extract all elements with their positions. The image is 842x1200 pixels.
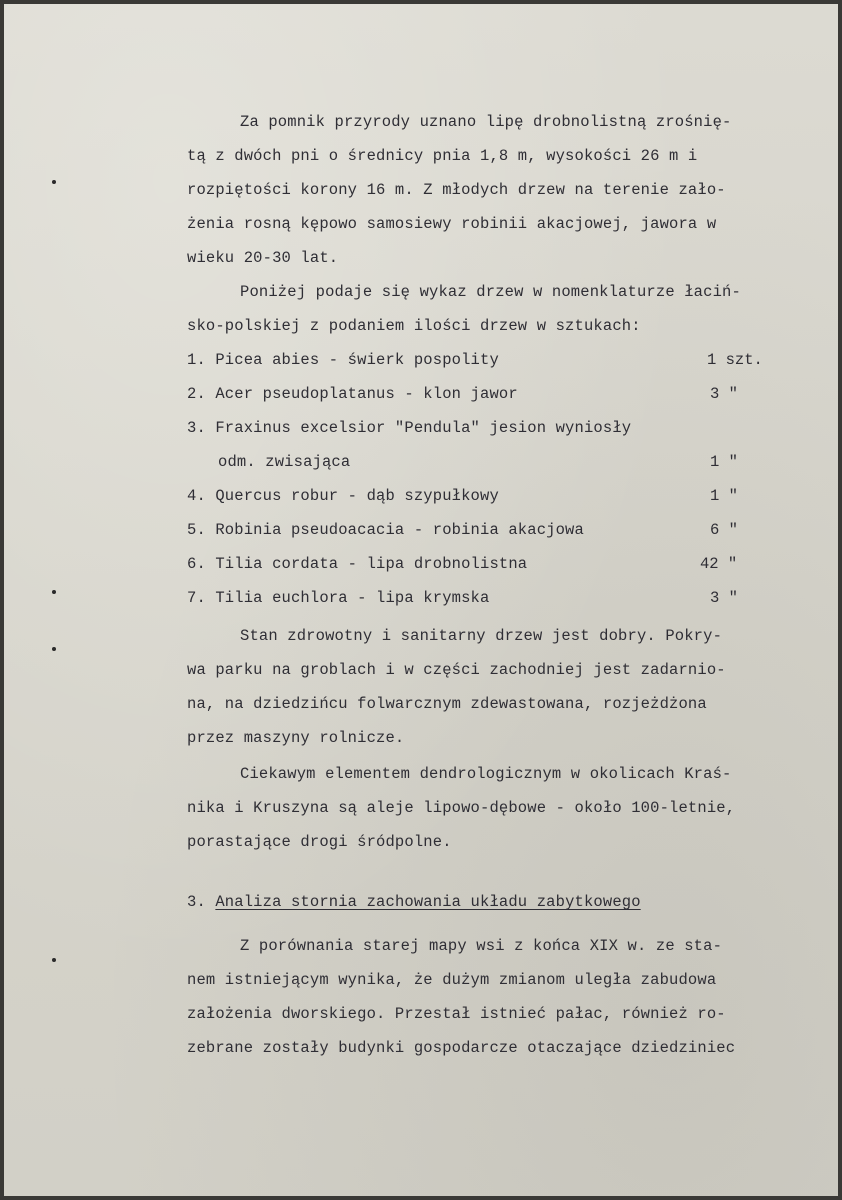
tree-list-item: 4. Quercus robur - dąb szypułkowy [187, 487, 499, 505]
tree-quantity: 42 " [700, 555, 738, 573]
tree-quantity: 1 " [710, 487, 738, 505]
tree-quantity: 3 " [710, 385, 738, 403]
tree-quantity: 3 " [710, 589, 738, 607]
paragraph-line: Stan zdrowotny i sanitarny drzew jest dobry. Pokry- [240, 627, 723, 645]
paragraph-line: Z porównania starej mapy wsi z końca XIX w. ze sta- [240, 937, 723, 955]
tree-quantity: 6 " [710, 521, 738, 539]
paragraph-line: porastające drogi śródpolne. [187, 833, 452, 851]
paragraph-line: Poniżej podaje się wykaz drzew w nomenklaturze łaciń- [240, 283, 741, 301]
paragraph-line: założenia dworskiego. Przestał istnieć pałac, również ro- [187, 1005, 726, 1023]
punch-mark [52, 180, 56, 184]
paragraph-line: żenia rosną kępowo samosiewy robinii akacjowej, jawora w [187, 215, 717, 233]
tree-list-item: 3. Fraxinus excelsior "Pendula" jesion wyniosły [187, 419, 632, 437]
paragraph-line: nika i Kruszyna są aleje lipowo-dębowe - około 100-letnie, [187, 799, 736, 817]
punch-mark [52, 590, 56, 594]
paragraph-line: wa parku na groblach i w części zachodniej jest zadarnio- [187, 661, 726, 679]
section-number: 3. [187, 893, 206, 911]
paragraph-line: sko-polskiej z podaniem ilości drzew w sztukach: [187, 317, 641, 335]
paragraph-line: zebrane zostały budynki gospodarcze otaczające dziedziniec [187, 1039, 736, 1057]
paragraph-line: Za pomnik przyrody uznano lipę drobnolistną zrośnię- [240, 113, 732, 131]
punch-mark [52, 958, 56, 962]
tree-quantity: 1 " [710, 453, 738, 471]
tree-quantity: 1 szt. [707, 351, 763, 369]
paragraph-line: przez maszyny rolnicze. [187, 729, 405, 747]
tree-list-item: odm. zwisająca [218, 453, 351, 471]
section-title: Analiza stornia zachowania układu zabytkowego [215, 893, 641, 911]
paragraph-line: na, na dziedzińcu folwarcznym zdewastowana, rozjeżdżona [187, 695, 707, 713]
paragraph-line: Ciekawym elementem dendrologicznym w okolicach Kraś- [240, 765, 732, 783]
tree-list-item: 6. Tilia cordata - lipa drobnolistna [187, 555, 528, 573]
tree-list-item: 7. Tilia euchlora - lipa krymska [187, 589, 490, 607]
paragraph-line: wieku 20-30 lat. [187, 249, 339, 267]
section-heading [187, 892, 641, 912]
paragraph-line: rozpiętości korony 16 m. Z młodych drzew na terenie zało- [187, 181, 726, 199]
paragraph-line: nem istniejącym wynika, że dużym zmianom uległa zabudowa [187, 971, 717, 989]
tree-list-item: 2. Acer pseudoplatanus - klon jawor [187, 385, 518, 403]
tree-list-item: 5. Robinia pseudoacacia - robinia akacjowa [187, 521, 584, 539]
paragraph-line: tą z dwóch pni o średnicy pnia 1,8 m, wysokości 26 m i [187, 147, 698, 165]
tree-list-item: 1. Picea abies - świerk pospolity [187, 351, 499, 369]
punch-mark [52, 647, 56, 651]
